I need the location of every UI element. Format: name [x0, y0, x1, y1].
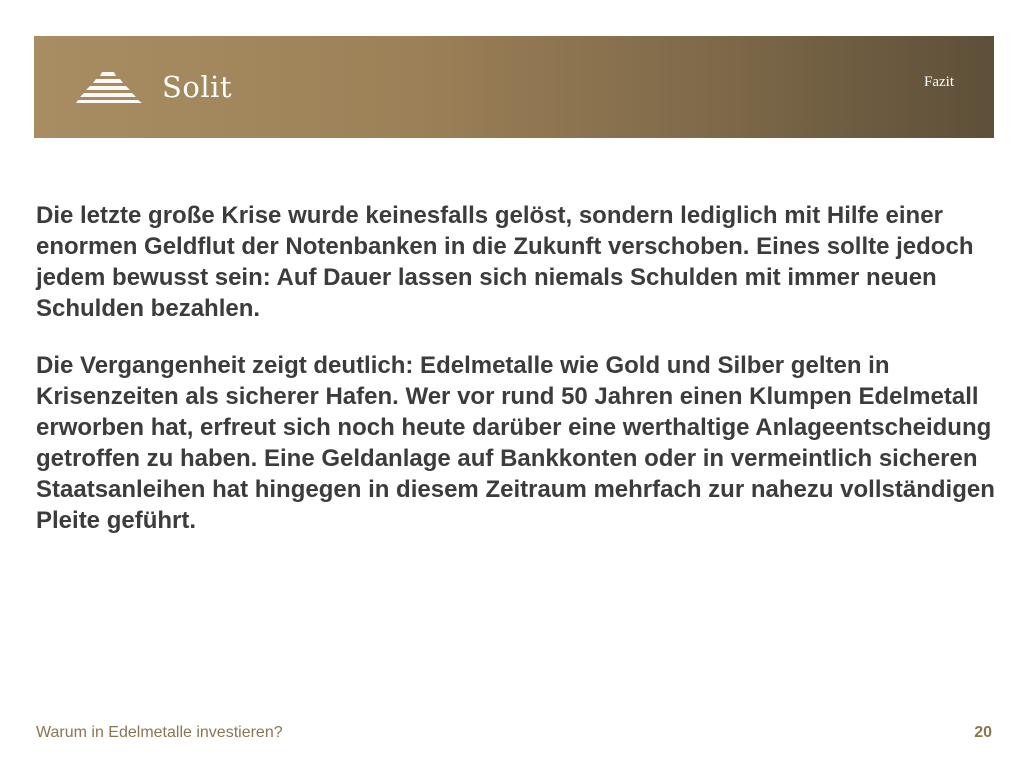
header-banner [34, 36, 994, 138]
paragraph-crisis: Die letzte große Krise wurde keinesfalls gelöst, sondern lediglich mit Hilfe einer enormen Geldflut der Notenbanken in die Zukunft verschoben. Eines sollte jedoch jedem bewusst sein: Auf Dauer lassen sich niemals Schulden mit immer neuen Schulden bezahlen. [36, 202, 974, 322]
paragraph-precious-metals: Die Vergangenheit zeigt deutlich: Edelmetalle wie Gold und Silber gelten in Krisenzeiten als sicherer Hafen. Wer vor rund 50 Jahren einen Klumpen Edelmetall erworben hat, erfreut sich noch heute darüber eine werthaltige Anlageentscheidung getroffen zu haben. Eine Geldanlage auf Bankkonten oder in vermeintlich sicheren Staatsanleihen hat hingegen in diesem Zeitraum mehrfach zur nahezu vollständigen Pleite geführt. [36, 352, 995, 534]
stacked-gold-bars-icon [76, 70, 148, 104]
page-number: 20 [974, 724, 992, 741]
body-text [36, 200, 1004, 562]
logo [76, 70, 232, 104]
footer-title: Warum in Edelmetalle investieren? [36, 724, 283, 741]
section-label: Fazit [924, 74, 954, 90]
logo-text: Solit [162, 69, 233, 104]
